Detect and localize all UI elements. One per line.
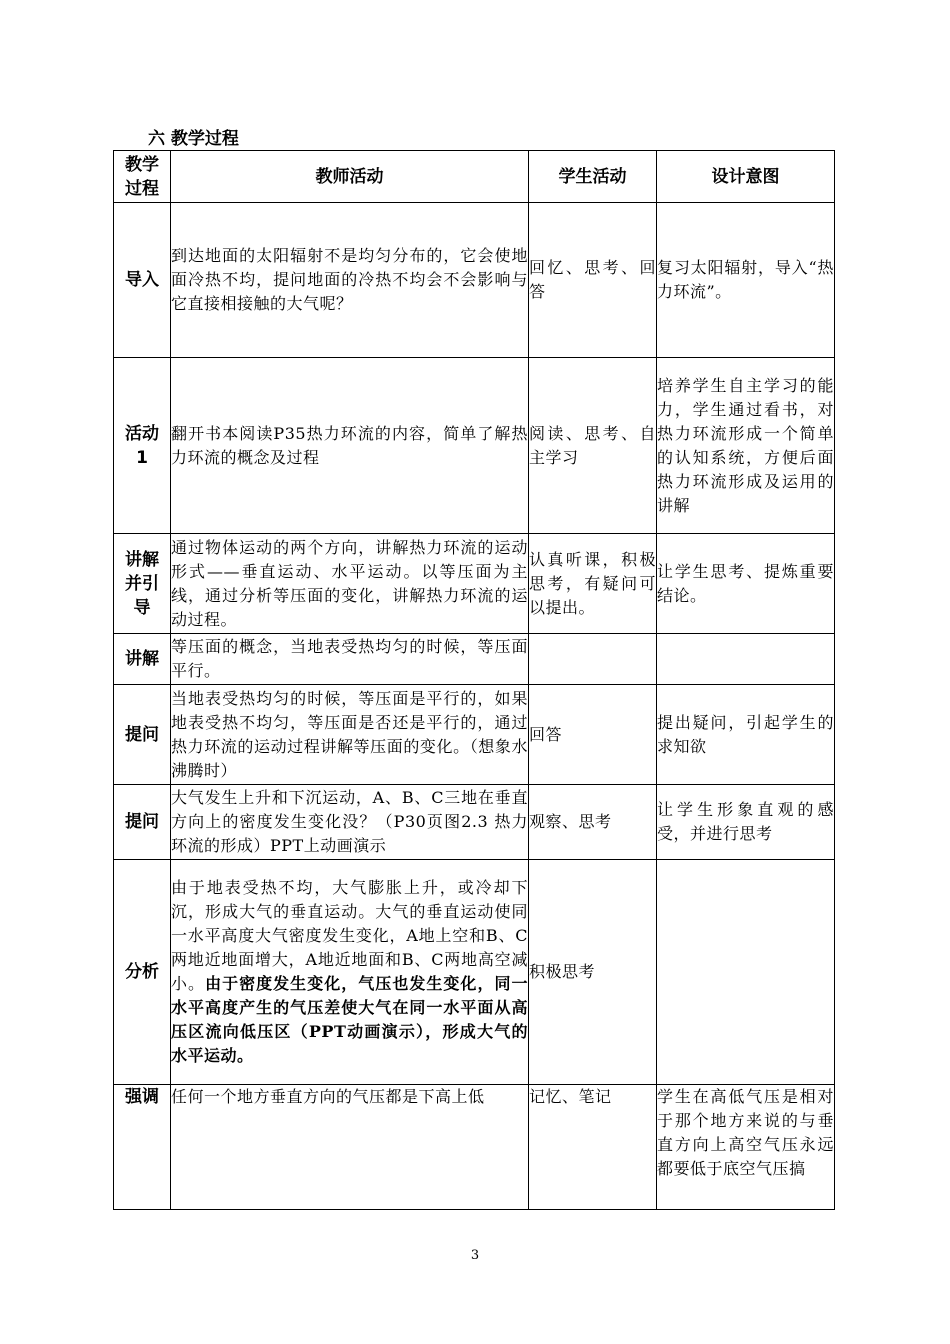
teacher-activity-cell bbox=[171, 860, 529, 1085]
table-row bbox=[114, 785, 835, 860]
stage-cell: 讲解并引导 bbox=[114, 534, 171, 634]
student-activity-cell bbox=[529, 634, 657, 685]
stage-cell: 提问 bbox=[114, 685, 171, 785]
design-intent-cell: 让学生形象直观的感受，并进行思考 bbox=[657, 785, 835, 860]
student-activity-cell: 积极思考 bbox=[529, 860, 657, 1085]
stage-cell: 提问 bbox=[114, 785, 171, 860]
page-number: 3 bbox=[470, 1248, 480, 1263]
table-row bbox=[114, 358, 835, 534]
header-row bbox=[114, 151, 835, 203]
stage-cell: 强调 bbox=[114, 1085, 171, 1210]
design-intent-cell: 学生在高低气压是相对于那个地方来说的与垂直方向上高空气压永远都要低于底空气压搞 bbox=[657, 1085, 835, 1210]
teacher-activity-cell: 到达地面的太阳辐射不是均匀分布的，它会使地面冷热不均，提问地面的冷热不均会不会影响与它直接相接触的大气呢？ bbox=[171, 203, 529, 358]
student-activity-cell: 认真听课，积极思考，有疑问可以提出。 bbox=[529, 534, 657, 634]
stage-cell: 讲解 bbox=[114, 634, 171, 685]
design-intent-cell bbox=[657, 634, 835, 685]
student-activity-cell: 回答 bbox=[529, 685, 657, 785]
student-activity-cell: 记忆、笔记 bbox=[529, 1085, 657, 1210]
table-row bbox=[114, 634, 835, 685]
student-activity-cell: 回忆、思考、回答 bbox=[529, 203, 657, 358]
teacher-activity-cell: 等压面的概念，当地表受热均匀的时候，等压面平行。 bbox=[171, 634, 529, 685]
teacher-activity-cell: 大气发生上升和下沉运动，A、B、C三地在垂直方向上的密度发生变化没？（P30页图2.3 热力环流的形成）PPT上动画演示 bbox=[171, 785, 529, 860]
stage-cell: 导入 bbox=[114, 203, 171, 358]
teacher-activity-cell: 通过物体运动的两个方向，讲解热力环流的运动形式——垂直运动、水平运动。以等压面为主线，通过分析等压面的变化，讲解热力环流的运动过程。 bbox=[171, 534, 529, 634]
analysis-plain-text: 由于地表受热不均，大气膨胀上升，或冷却下沉，形成大气的垂直运动。大气的垂直运动使同一水平高度大气密度发生变化，A地上空和B、C两地近地面增大，A地近地面和B、C两地高空减小。 bbox=[171, 878, 528, 993]
table-row bbox=[114, 685, 835, 785]
teacher-activity-cell: 当地表受热均匀的时候，等压面是平行的，如果地表受热不均匀，等压面是否还是平行的，通过热力环流的运动过程讲解等压面的变化。（想象水沸腾时） bbox=[171, 685, 529, 785]
analysis-bold-text: 由于密度发生变化，气压也发生变化，同一水平高度产生的气压差使大气在同一水平面从高压区流向低压区（PPT动画演示），形成大气的水平运动。 bbox=[171, 974, 528, 1065]
teacher-activity-cell: 任何一个地方垂直方向的气压都是下高上低 bbox=[171, 1085, 529, 1210]
teacher-activity-cell: 翻开书本阅读P35热力环流的内容，简单了解热力环流的概念及过程 bbox=[171, 358, 529, 534]
table-row bbox=[114, 860, 835, 1085]
section-title: 六 教学过程 bbox=[148, 129, 239, 149]
design-intent-cell: 让学生思考、提炼重要结论。 bbox=[657, 534, 835, 634]
teaching-process-table bbox=[113, 150, 835, 1210]
design-intent-cell: 培养学生自主学习的能力，学生通过看书，对热力环流形成一个简单的认知系统，方便后面热力环流形成及运用的讲解 bbox=[657, 358, 835, 534]
design-intent-cell: 提出疑问，引起学生的求知欲 bbox=[657, 685, 835, 785]
table-row bbox=[114, 203, 835, 358]
table-row bbox=[114, 1085, 835, 1210]
stage-cell: 活动1 bbox=[114, 358, 171, 534]
header-design-intent: 设计意图 bbox=[657, 151, 835, 203]
header-teacher-activity: 教师活动 bbox=[171, 151, 529, 203]
header-stage: 教学过程 bbox=[114, 151, 171, 203]
table-row bbox=[114, 534, 835, 634]
design-intent-cell: 复习太阳辐射，导入“热力环流”。 bbox=[657, 203, 835, 358]
design-intent-cell bbox=[657, 860, 835, 1085]
student-activity-cell: 阅读、思考、自主学习 bbox=[529, 358, 657, 534]
header-student-activity: 学生活动 bbox=[529, 151, 657, 203]
student-activity-cell: 观察、思考 bbox=[529, 785, 657, 860]
stage-cell: 分析 bbox=[114, 860, 171, 1085]
